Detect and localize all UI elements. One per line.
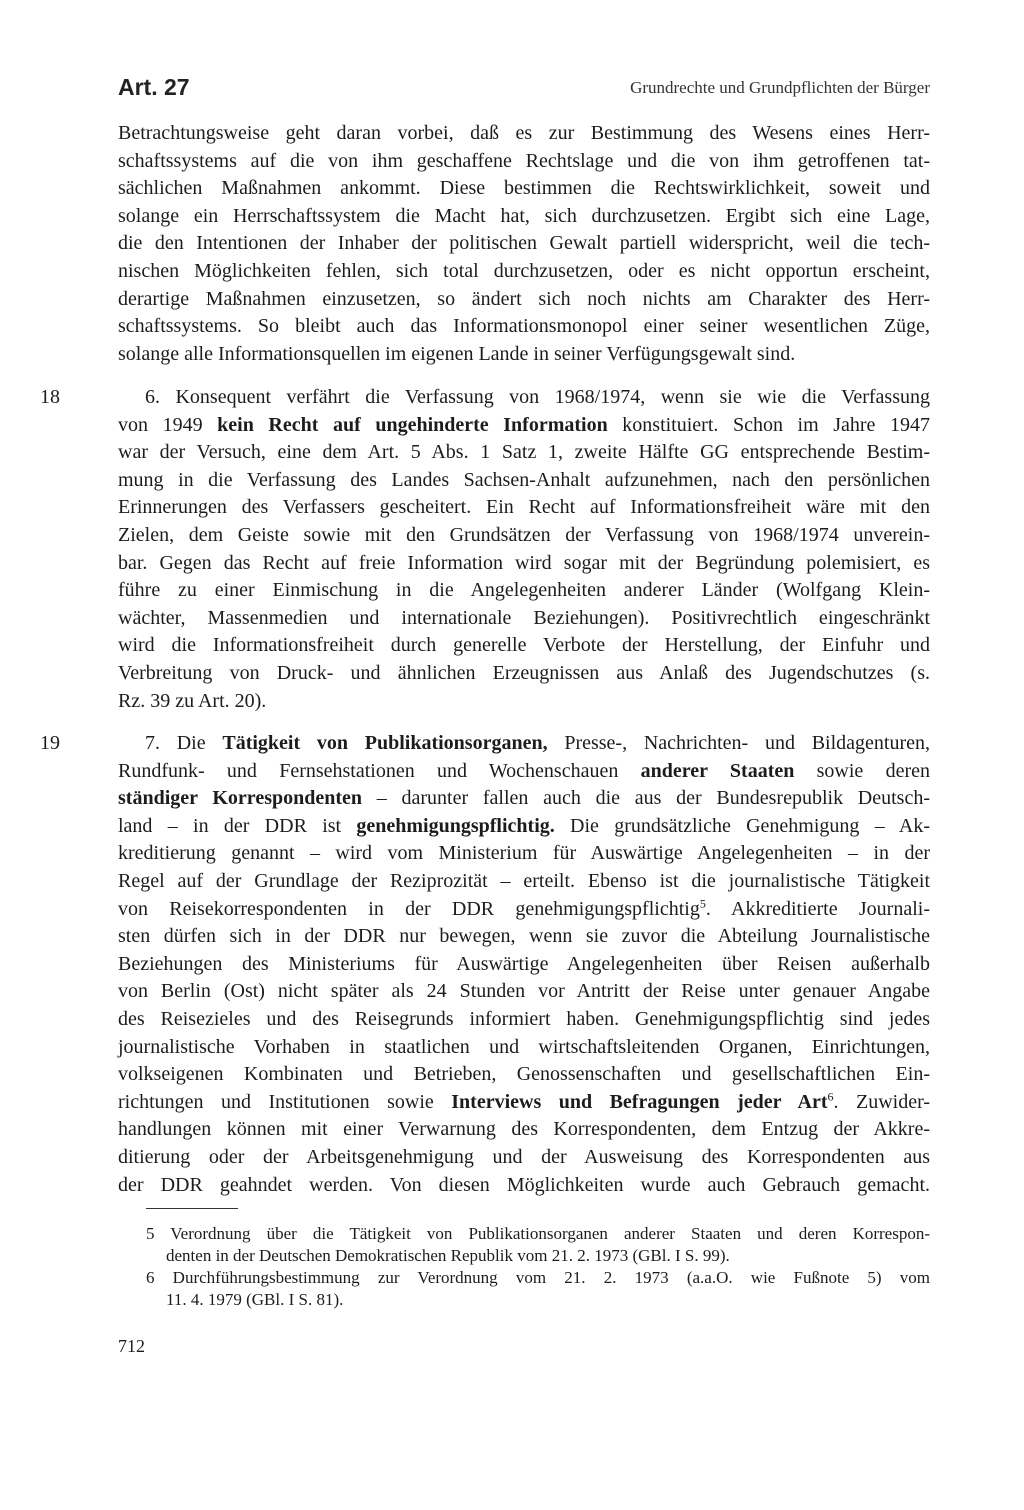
running-header-title: Grundrechte und Grundpflichten der Bürger (630, 78, 930, 97)
footnote-line: denten in der Deutschen Demokratischen Republik vom 21. 2. 1973 (GBl. I S. 99). (166, 1246, 730, 1265)
text-run: von 1949 (118, 413, 218, 436)
text-line (118, 412, 930, 440)
text-line: solange ein Herrschaftssystem die Macht hat, sich durchzusetzen. Ergibt sich eine Lage, (118, 204, 930, 227)
paragraph-18 (118, 384, 930, 715)
text-line (118, 758, 930, 786)
text-line: wird die Informationsfreiheit durch generelle Verbote der Herstellung, der Einfuhr und (118, 634, 930, 657)
paragraph-19 (118, 730, 930, 1199)
footnote-divider (146, 1208, 238, 1209)
text-line: Verbreitung von Druck- und ähnlichen Erzeugnissen aus Anlaß des Jugendschutzes (s. (118, 661, 930, 684)
text-line: die den Intentionen der Inhaber der politischen Gewalt partiell widerspricht, weil die tech- (118, 232, 930, 255)
text-run: konstituiert. Schon im Jahre 1947 (607, 413, 931, 436)
text-run: von Reisekorrespondenten in der DDR genehmigungspflichtig (118, 897, 700, 920)
text-line: von Berlin (Ost) nicht später als 24 Stunden vor Antritt der Reise unter genauer Angabe (118, 980, 930, 1003)
footnote-line: 5 Verordnung über die Tätigkeit von Publikationsorganen anderer Staaten und deren Korrespon- (146, 1224, 930, 1243)
text-line: Regel auf der Grundlage der Reziprozität – erteilt. Ebenso ist die journalistische Tätigkeit (118, 869, 930, 892)
text-line: führe zu einer Einmischung in die Angelegenheiten anderer Länder (Wolfgang Klein- (118, 579, 930, 602)
text-run: sowie deren (794, 759, 930, 782)
text-line: journalistische Vorhaben in staatlichen und wirtschaftsleitenden Organen, Einrichtungen, (118, 1035, 930, 1058)
text-line: bar. Gegen das Recht auf freie Information wird sogar mit der Begründung polemisiert, es (118, 551, 930, 574)
page-number: 712 (118, 1336, 145, 1356)
footnote-line: 11. 4. 1979 (GBl. I S. 81). (166, 1290, 344, 1309)
text-line: Zielen, dem Geiste sowie mit den Grundsätzen der Verfassung von 1968/1974 unverein- (118, 523, 930, 546)
text-line: Betrachtungsweise geht daran vorbei, daß es zur Bestimmung des Wesens eines Herr- (118, 122, 930, 144)
text-line (118, 730, 930, 758)
text-line: sächlichen Maßnahmen ankommt. Diese bestimmen die Rechtswirklichkeit, soweit und (118, 177, 930, 200)
footnote-6 (146, 1267, 930, 1311)
text-line: wächter, Massenmedien und internationale Beziehungen). Positivrechtlich eingeschränkt (118, 606, 930, 629)
text-line: Erinnerungen des Verfassers gescheitert. Ein Recht auf Informationsfreiheit wäre mit den (118, 496, 930, 519)
bold-run: ständiger Korrespondenten (118, 787, 363, 810)
text-line: sten dürfen sich in der DDR nur bewegen, wenn sie zuvor die Abteilung Journalistische (118, 925, 930, 948)
text-line: volkseigenen Kombinaten und Betrieben, Genossenschaften und gesellschaftlichen Ein- (118, 1063, 930, 1086)
text-line (118, 785, 930, 813)
text-line: solange alle Informationsquellen im eigenen Lande in seiner Verfügungsgewalt sind. (118, 342, 796, 365)
margin-number-18: 18 (40, 386, 60, 408)
text-run: – darunter fallen auch die aus der Bundesrepublik Deutsch- (362, 787, 931, 810)
text-line: 6. Konsequent verfährt die Verfassung von 1968/1974, wenn sie wie die Verfassung (145, 386, 930, 408)
text-line: war der Versuch, eine dem Art. 5 Abs. 1 Satz 1, zweite Hälfte GG entsprechende Bestim- (118, 441, 930, 464)
bold-run: genehmigungspflichtig. (356, 814, 555, 837)
footnote-line: 6 Durchführungsbestimmung zur Verordnung vom 21. 2. 1973 (a.a.O. wie Fußnote 5) vom (146, 1268, 930, 1287)
text-run: . Akkreditierte Journali- (705, 897, 930, 920)
text-run: land – in der DDR ist (118, 814, 357, 837)
text-line: mung in die Verfassung des Landes Sachsen-Anhalt aufzunehmen, nach den persönlichen (118, 468, 930, 491)
text-line (118, 813, 930, 841)
bold-run: anderer Staaten (640, 759, 795, 782)
text-run: . Zuwider- (833, 1090, 931, 1113)
text-run: Die grundsätzliche Genehmigung – Ak- (554, 814, 931, 837)
bold-run: Interviews und Befragungen jeder Art (451, 1090, 828, 1113)
paragraph-intro (118, 120, 930, 368)
footnote-ref-6[interactable]: 6 (827, 1089, 834, 1104)
text-line: Rz. 39 zu Art. 20). (118, 689, 267, 712)
footnote-ref-5[interactable]: 5 (699, 895, 706, 910)
bold-run: kein Recht auf ungehinderte Information (217, 413, 608, 436)
text-line: schaftssystems. So bleibt auch das Informationsmonopol einer seiner wesentlichen Züge, (118, 315, 930, 338)
text-run: 7. Die (145, 732, 223, 754)
text-run: Rundfunk- und Fernsehstationen und Wochenschauen (118, 759, 641, 782)
article-heading: Art. 27 (118, 74, 190, 100)
text-line: schaftssystems auf die von ihm geschaffene Rechtslage und die von ihm getroffenen tat- (118, 149, 930, 172)
text-run: richtungen und Institutionen sowie (118, 1090, 452, 1113)
text-line (118, 896, 930, 924)
text-run: Presse-, Nachrichten- und Bildagenturen, (547, 732, 930, 754)
text-line: handlungen können mit einer Verwarnung des Korrespondenten, dem Entzug der Akkre- (118, 1118, 930, 1141)
text-line: nischen Möglichkeiten fehlen, sich total durchzusetzen, oder es nicht opportun erscheint, (118, 259, 930, 282)
text-line: ditierung oder der Arbeitsgenehmigung und der Ausweisung des Korrespondenten aus (118, 1145, 930, 1168)
text-line: kreditierung genannt – wird vom Ministerium für Auswärtige Angelegenheiten – in der (118, 842, 930, 865)
footnote-5 (146, 1223, 930, 1267)
margin-number-19: 19 (40, 732, 60, 754)
text-line: des Reisezieles und des Reisegrunds informiert haben. Genehmigungspflichtig sind jedes (118, 1007, 930, 1030)
text-line: Beziehungen des Ministeriums für Auswärtige Angelegenheiten über Reisen außerhalb (118, 952, 930, 975)
bold-run: Tätigkeit von Publikationsorganen, (222, 732, 548, 754)
text-line: der DDR geahndet werden. Von diesen Möglichkeiten wurde auch Gebrauch gemacht. (118, 1173, 930, 1196)
text-line (118, 1089, 930, 1117)
text-line: derartige Maßnahmen einzusetzen, so ändert sich noch nichts am Charakter des Herr- (118, 287, 930, 310)
